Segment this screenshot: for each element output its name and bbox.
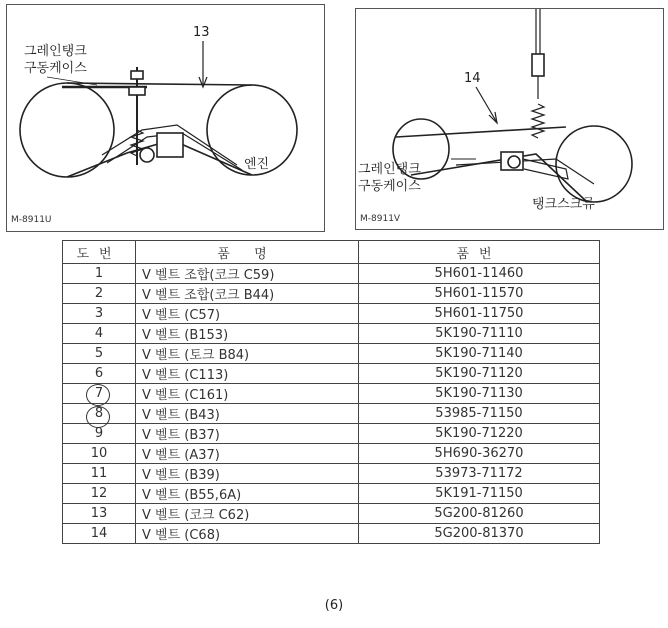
drawing-no-cell: 10 (63, 444, 136, 464)
table-header-row (63, 241, 600, 264)
belt-drive-diagram-left (7, 5, 324, 231)
part-number-cell: 53985-71150 (359, 404, 600, 424)
drawing-no-cell: 4 (63, 324, 136, 344)
part-number-cell: 5H601-11750 (359, 304, 600, 324)
belt-drive-diagram-right (356, 9, 663, 229)
part-name-cell: V 벨트 (코크 C62) (136, 504, 359, 524)
tank-screw-label: 탱크스크류 (532, 197, 595, 212)
part-name-cell: V 벨트 (C113) (136, 364, 359, 384)
engine-label: 엔진 (244, 157, 270, 172)
part-name-cell: V 벨트 (A37) (136, 444, 359, 464)
parts-table (62, 240, 600, 544)
drawing-no-cell: 2 (63, 284, 136, 304)
part-number-cell: 5G200-81260 (359, 504, 600, 524)
table-row (63, 384, 600, 404)
header-part-name: 품 명 (136, 241, 359, 264)
figure-code-right: M-8911V (360, 214, 401, 224)
figure-code-left: M-8911U (11, 215, 52, 225)
page-number: (6) (324, 598, 344, 613)
drawing-no-cell: 6 (63, 364, 136, 384)
right-pulley-right-fig (556, 126, 632, 202)
part-name-cell: V 벨트 (B55,6A) (136, 484, 359, 504)
table-row (63, 404, 600, 424)
table-row (63, 444, 600, 464)
part-number-cell: 5K191-71150 (359, 484, 600, 504)
part-number-cell: 5K190-71110 (359, 324, 600, 344)
header-part-number: 품번 (359, 241, 600, 264)
handwritten-circle-6 (86, 384, 110, 406)
drawing-no-cell: 11 (63, 464, 136, 484)
part-number-cell: 5K190-71220 (359, 424, 600, 444)
part-number-cell: 5K190-71140 (359, 344, 600, 364)
drawing-no-cell: 12 (63, 484, 136, 504)
table-row (63, 464, 600, 484)
table-row (63, 344, 600, 364)
figure-right (355, 8, 664, 230)
callout-number-14: 14 (464, 71, 481, 86)
part-name-cell: V 벨트 (B153) (136, 324, 359, 344)
part-name-cell: V 벨트 (C57) (136, 304, 359, 324)
table-row (63, 504, 600, 524)
drawing-no-cell: 7 (63, 384, 136, 404)
figure-left (6, 4, 325, 232)
drawing-no-cell: 14 (63, 524, 136, 544)
part-name-cell: V 벨트 (토크 B84) (136, 344, 359, 364)
drawing-no-cell: 9 (63, 424, 136, 444)
table-row (63, 304, 600, 324)
part-name-cell: V 벨트 (B43) (136, 404, 359, 424)
part-number-cell: 53973-71172 (359, 464, 600, 484)
grain-tank-case-label-line1-right: 그레인탱크 (358, 162, 421, 177)
part-name-cell: V 벨트 (C68) (136, 524, 359, 544)
part-number-cell: 5H601-11460 (359, 264, 600, 284)
part-number-cell: 5H690-36270 (359, 444, 600, 464)
table-row (63, 524, 600, 544)
drawing-no-cell: 5 (63, 344, 136, 364)
table-row (63, 284, 600, 304)
grain-tank-case-label-line2-right: 구동케이스 (358, 179, 421, 194)
left-pulley (20, 83, 114, 177)
drawing-no-cell: 13 (63, 504, 136, 524)
part-number-cell: 5H601-11570 (359, 284, 600, 304)
part-number-cell: 5G200-81370 (359, 524, 600, 544)
part-name-cell: V 벨트 (B39) (136, 464, 359, 484)
part-number-cell: 5K190-71120 (359, 364, 600, 384)
handwritten-circle-7 (86, 406, 110, 428)
drawing-no-cell: 1 (63, 264, 136, 284)
part-number-cell: 5K190-71130 (359, 384, 600, 404)
part-name-cell: V 벨트 조합(코크 B44) (136, 284, 359, 304)
drawing-no-cell: 3 (63, 304, 136, 324)
part-name-cell: V 벨트 (B37) (136, 424, 359, 444)
grain-tank-case-label-line2: 구동케이스 (24, 61, 87, 76)
table-row (63, 364, 600, 384)
table-row (63, 424, 600, 444)
drawing-no-cell: 8 (63, 404, 136, 424)
callout-number-13: 13 (193, 25, 210, 40)
grain-tank-case-label-line1: 그레인탱크 (24, 44, 87, 59)
part-name-cell: V 벨트 조합(코크 C59) (136, 264, 359, 284)
table-row (63, 264, 600, 284)
header-drawing-no: 도번 (63, 241, 136, 264)
part-name-cell: V 벨트 (C161) (136, 384, 359, 404)
table-row (63, 484, 600, 504)
table-row (63, 324, 600, 344)
